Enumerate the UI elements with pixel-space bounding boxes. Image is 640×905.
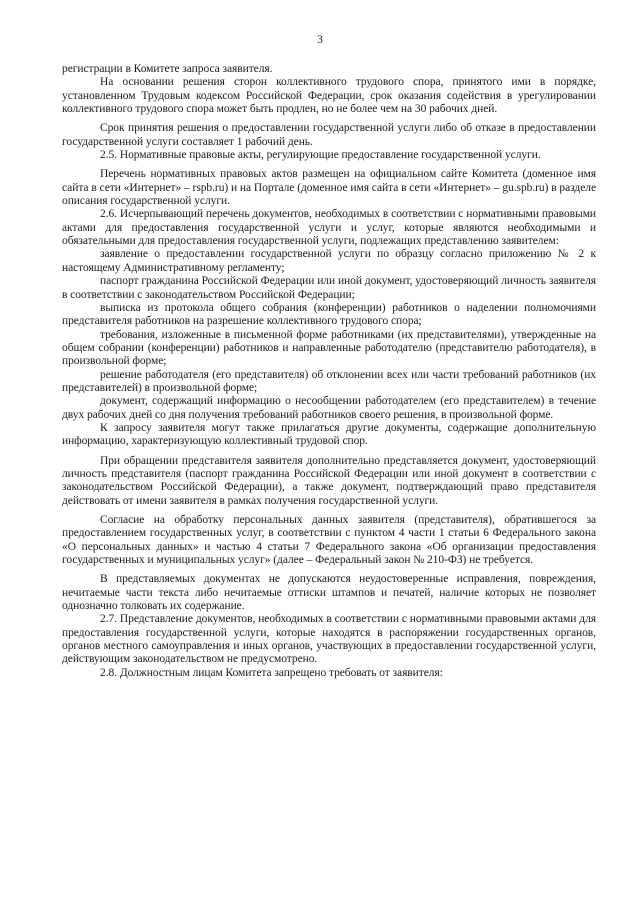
paragraph-continuation: регистрации в Комитете запроса заявителя.	[62, 63, 273, 75]
list-item-passport: паспорт гражданина Российской Федерации или иной документ, удостоверяющий личность заявителя в соответствии с законодательством Российской Федерации;	[62, 275, 596, 301]
paragraph-corrections: В представляемых документах не допускаются неудостоверенные исправления, повреждения, нечитаемые части текста либо нечитаемые оттиски штампов и печатей, наличие которых не позволяет однозначно толковать их содержание.	[62, 573, 596, 613]
section-heading-2-7: 2.7. Представление документов, необходимых в соответствии с нормативными правовыми актами для предоставления государственной услуги, которые находятся в распоряжении государственных органов, органов местного самоуправления и иных органов, участвующих в предоставлении государственной услуги, действующим законодательством не предусмотрено.	[62, 613, 596, 666]
list-item-protocol-extract: выписка из протокола общего собрания (конференции) работников о наделении полномочиями представителя работников на разрешение коллективного трудового спора;	[62, 301, 596, 328]
list-item-employer-decision: решение работодателя (его представителя) об отклонении всех или части требований работников (их представителей) в произвольной форме;	[62, 368, 596, 394]
paragraph-extension-term: На основании решения сторон коллективного трудового спора, принятого ими в порядке, установленном Трудовым кодексом Российской Федерации, срок оказания содействия в урегулировании коллективного трудового спора может быть продлен, но не более чем на 30 рабочих дней.	[62, 76, 596, 116]
list-item-written-demands: требования, изложенные в письменной форме работниками (их представителями), утвержденные на общем собрании (конференции) работников и направленные работодателю (представителю работодателя), в произвольной форме;	[62, 328, 596, 368]
paragraph-representative: При обращении представителя заявителя дополнительно представляется документ, удостоверяющий личность представителя (паспорт гражданина Российской Федерации или иной документ в соответствии с законодательством Российской Федерации), а также документ, подтверждающий право представителя действовать от имени заявителя в рамках получения государственной услуги.	[62, 454, 596, 507]
section-heading-2-6: 2.6. Исчерпывающий перечень документов, необходимых в соответствии с нормативными правовыми актами для предоставления государственной услуги и услуг, которые являются необходимыми и обязательными для предоставления государственной услуги, подлежащих представлению заявителем:	[62, 208, 596, 248]
section-heading-2-8: 2.8. Должностным лицам Комитета запрещено требовать от заявителя:	[100, 666, 443, 679]
paragraph-personal-data: Согласие на обработку персональных данных заявителя (представителя), обратившегося за предоставлением государственных услуг, в соответствии с пунктом 4 части 1 статьи 6 Федерального закона «О персональных данных» и частью 4 статьи 7 Федерального закона «Об организации предоставления государственных и муниципальных услуг» (далее – Федеральный закон № 210-ФЗ) не требуется.	[62, 514, 596, 567]
document-body	[62, 63, 596, 680]
list-item-non-notification: документ, содержащий информацию о несообщении работодателем (его представителем) в течение двух рабочих дней со дня получения требований работников своего решения, в произвольной форме.	[62, 395, 596, 421]
list-item-application: заявление о предоставлении государственной услуги по образцу согласно приложению № 2 к настоящему Административному регламенту;	[62, 248, 596, 274]
section-heading-2-5: 2.5. Нормативные правовые акты, регулирующие предоставление государственной услуги.	[100, 149, 541, 162]
paragraph-legal-acts-list: Перечень нормативных правовых актов размещен на официальном сайте Комитета (доменное имя сайта в сети «Интернет» – rspb.ru) и на Портале (доменное имя сайта в сети «Интернет» – gu.spb.ru) в разделе описания государственной услуги.	[62, 168, 596, 208]
paragraph-decision-term: Срок принятия решения о предоставлении государственной услуги либо об отказе в предоставлении государственной услуги составляет 1 рабочий день.	[62, 122, 596, 148]
paragraph-additional-documents: К запросу заявителя могут также прилагаться другие документы, содержащие дополнительную информацию, характеризующую коллективный трудовой спор.	[62, 421, 596, 448]
page-number: 3	[317, 34, 323, 46]
